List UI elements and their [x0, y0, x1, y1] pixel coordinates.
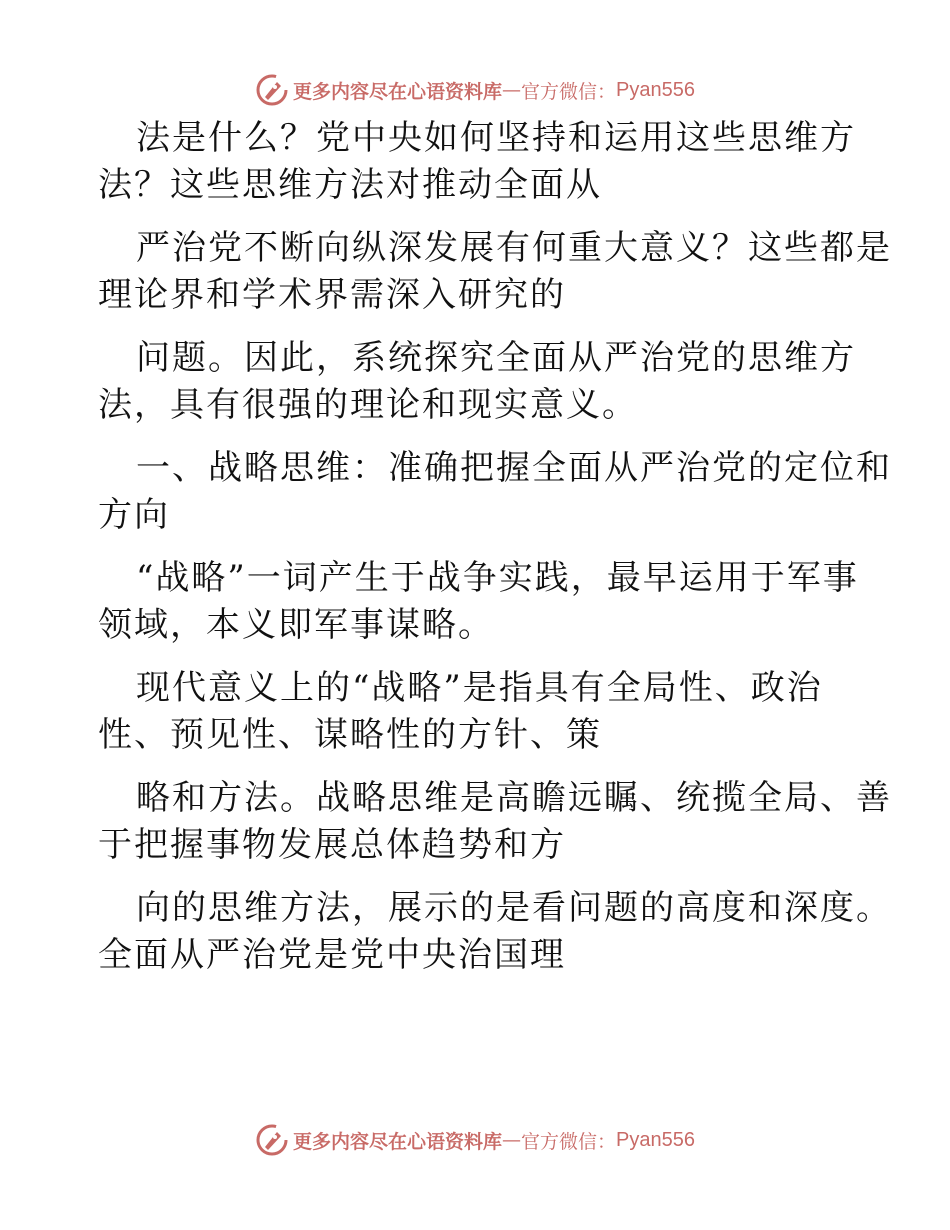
banner-main-text: 更多内容尽在心语资料库: [293, 1130, 503, 1153]
text-line: 向的思维方法，展示的是看问题的高度和深度。: [136, 888, 892, 928]
footer-watermark-banner: [0, 1120, 950, 1160]
paragraph: [98, 885, 892, 979]
text-line: 理论界和学术界需深入研究的: [98, 275, 566, 315]
text-line: 略和方法。战略思维是高瞻远瞩、统揽全局、善: [136, 778, 892, 818]
header-watermark-banner: [0, 70, 950, 110]
text-line: 方向: [98, 495, 170, 535]
text-line: 问题。因此，系统探究全面从严治党的思维方: [136, 338, 856, 378]
text-line: 法？这些思维方法对推动全面从: [98, 165, 602, 205]
text-line: 严治党不断向纵深发展有何重大意义？这些都是: [136, 228, 892, 268]
text-line: 法，具有很强的理论和现实意义。: [98, 385, 638, 425]
paragraph: [98, 775, 892, 869]
paragraph: [98, 115, 858, 209]
text-line: 领域，本义即军事谋略。: [98, 605, 494, 645]
pen-nib-logo-icon: [255, 73, 289, 107]
text-line: 一、战略思维：准确把握全面从严治党的定位和: [136, 448, 892, 488]
banner-wechat-label: 官方微信：: [521, 80, 617, 103]
banner-wechat-label: 官方微信：: [521, 1130, 617, 1153]
paragraph: [98, 665, 858, 759]
section-heading: [98, 445, 892, 539]
text-line: “战略”一词产生于战争实践，最早运用于军事: [136, 558, 859, 598]
pen-nib-logo-icon: [255, 1123, 289, 1157]
banner-wechat-id: Pyan556: [616, 78, 695, 101]
paragraph: [98, 225, 892, 319]
banner-separator: —: [502, 79, 522, 101]
text-line: 于把握事物发展总体趋势和方: [98, 825, 566, 865]
banner-separator: —: [502, 1129, 522, 1151]
text-line: 法是什么？党中央如何坚持和运用这些思维方: [136, 118, 856, 158]
text-line: 全面从严治党是党中央治国理: [98, 935, 566, 975]
paragraph: [98, 555, 858, 649]
document-body: [98, 115, 892, 979]
banner-main-text: 更多内容尽在心语资料库: [293, 80, 503, 103]
text-line: 性、预见性、谋略性的方针、策: [98, 715, 602, 755]
paragraph: [98, 335, 858, 429]
text-line: 现代意义上的“战略”是指具有全局性、政治: [136, 668, 823, 708]
banner-wechat-id: Pyan556: [616, 1128, 695, 1151]
